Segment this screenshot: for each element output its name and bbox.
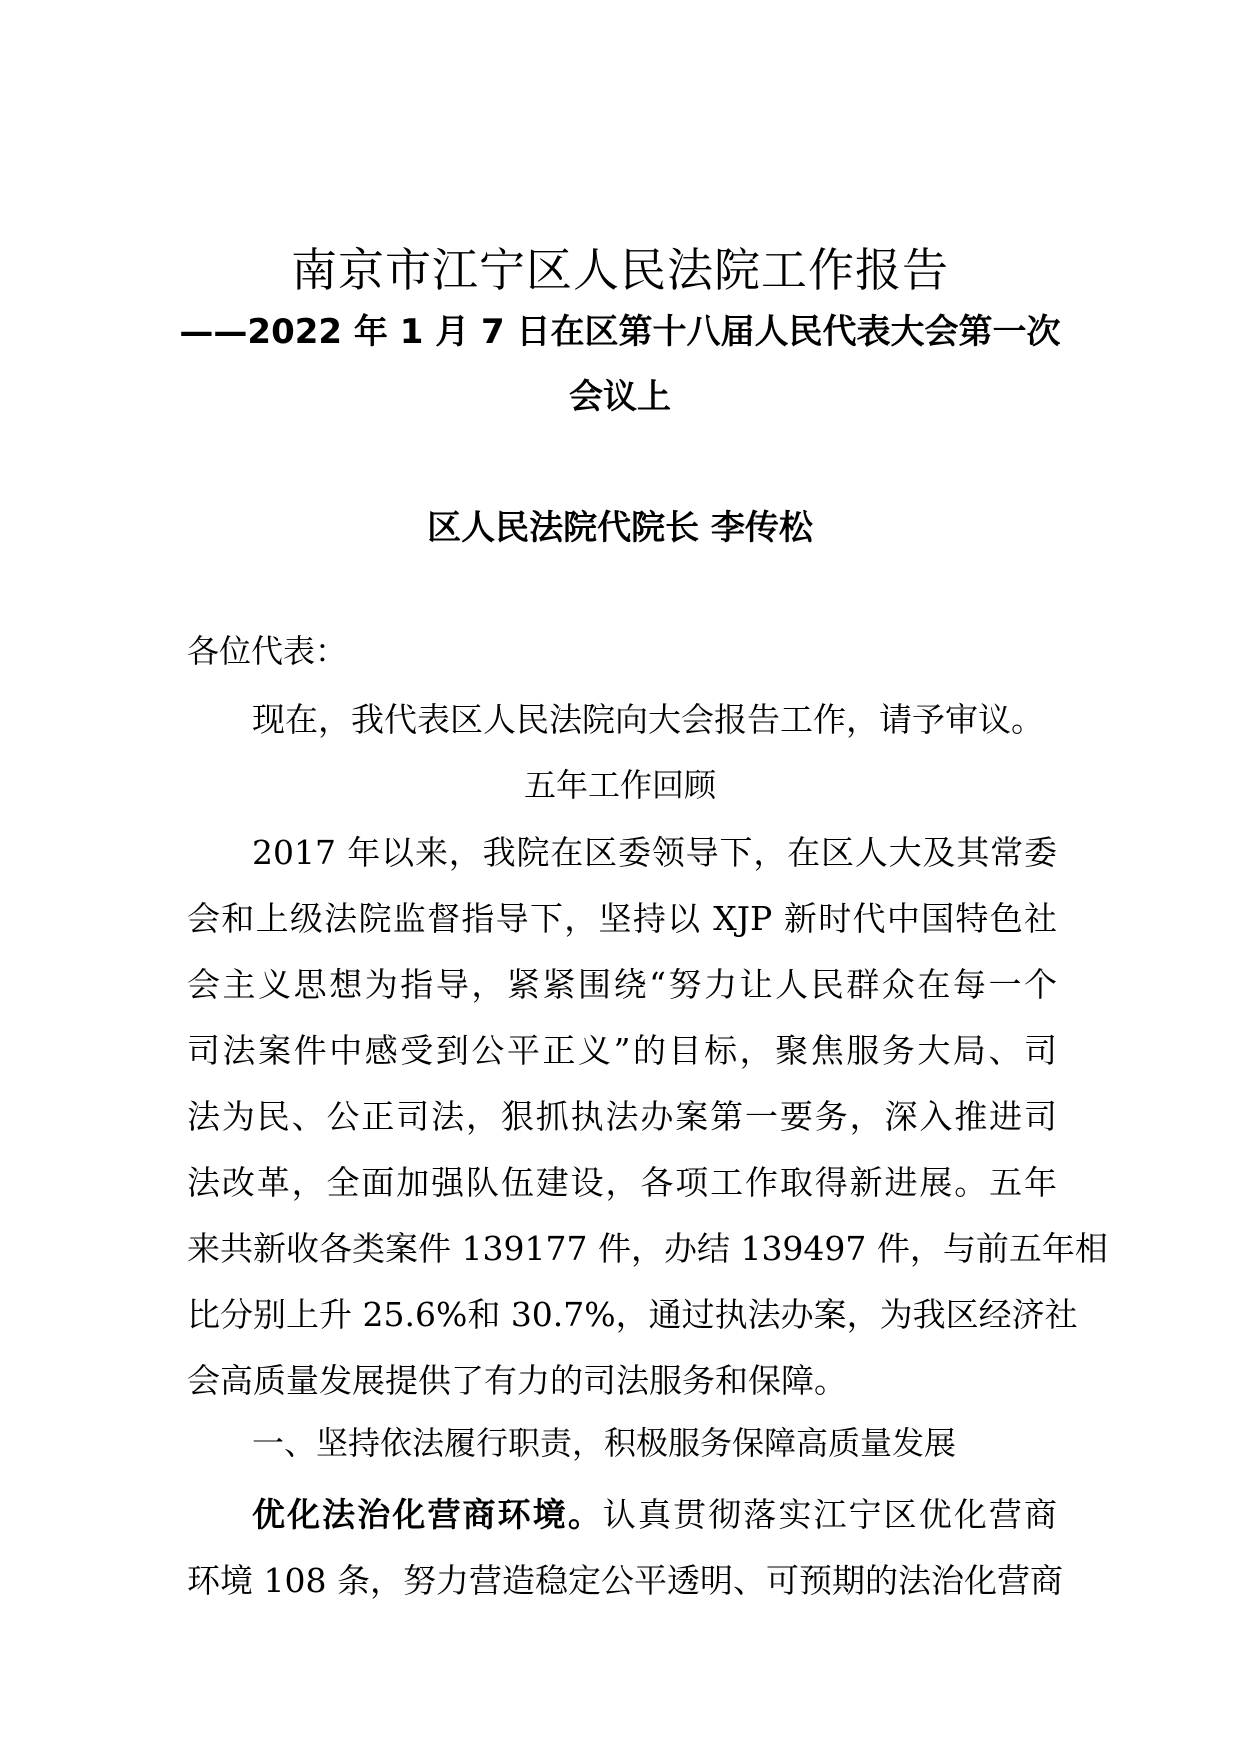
paragraph-review bbox=[187, 820, 1108, 1414]
report-subtitle-line2: 会议上 bbox=[569, 377, 671, 417]
paragraph-line: 会主义思想为指导，紧紧围绕“努力让人民群众在每一个 bbox=[187, 965, 1057, 1004]
section-heading: 五年工作回顾 bbox=[523, 766, 716, 804]
paragraph-line: 会和上级法院监督指导下，坚持以 XJP 新时代中国特色社 bbox=[187, 899, 1057, 938]
paragraph-line: 2017 年以来，我院在区委领导下，在区人大及其常委 bbox=[252, 833, 1057, 872]
paragraph-line: 比分别上升 25.6%和 30.7%，通过执法办案，为我区经济社 bbox=[187, 1295, 1078, 1334]
paragraph-line: 法为民、公正司法，狠抓执法办案第一要务，深入推进司 bbox=[187, 1097, 1057, 1136]
section-one-heading: 一、坚持依法履行职责，积极服务保障高质量发展 bbox=[252, 1424, 957, 1462]
paragraph-line bbox=[187, 1482, 1057, 1548]
report-author: 区人民法院代院长 李传松 bbox=[427, 508, 813, 548]
paragraph-business-environment bbox=[187, 1482, 1063, 1614]
paragraph-line: 法改革，全面加强队伍建设，各项工作取得新进展。五年 bbox=[187, 1163, 1057, 1202]
salutation: 各位代表： bbox=[187, 632, 348, 670]
intro-paragraph: 现在，我代表区人民法院向大会报告工作，请予审议。 bbox=[252, 700, 1044, 739]
paragraph-line: 环境 108 条，努力营造稳定公平透明、可预期的法治化营商 bbox=[187, 1561, 1063, 1600]
paragraph-line: 司法案件中感受到公平正义”的目标，聚焦服务大局、司 bbox=[187, 1031, 1057, 1070]
paragraph-lead-bold: 优化法治化营商环境。 bbox=[252, 1495, 603, 1534]
paragraph-line: 来共新收各类案件 139177 件，办结 139497 件，与前五年相 bbox=[187, 1229, 1108, 1268]
report-title: 南京市江宁区人民法院工作报告 bbox=[291, 243, 949, 297]
paragraph-line: 会高质量发展提供了有力的司法服务和保障。 bbox=[187, 1361, 847, 1400]
report-subtitle-line1: ——2022 年 1 月 7 日在区第十八届人民代表大会第一次 bbox=[179, 312, 1061, 352]
paragraph-line-rest: 认真贯彻落实江宁区优化营商 bbox=[602, 1495, 1058, 1534]
